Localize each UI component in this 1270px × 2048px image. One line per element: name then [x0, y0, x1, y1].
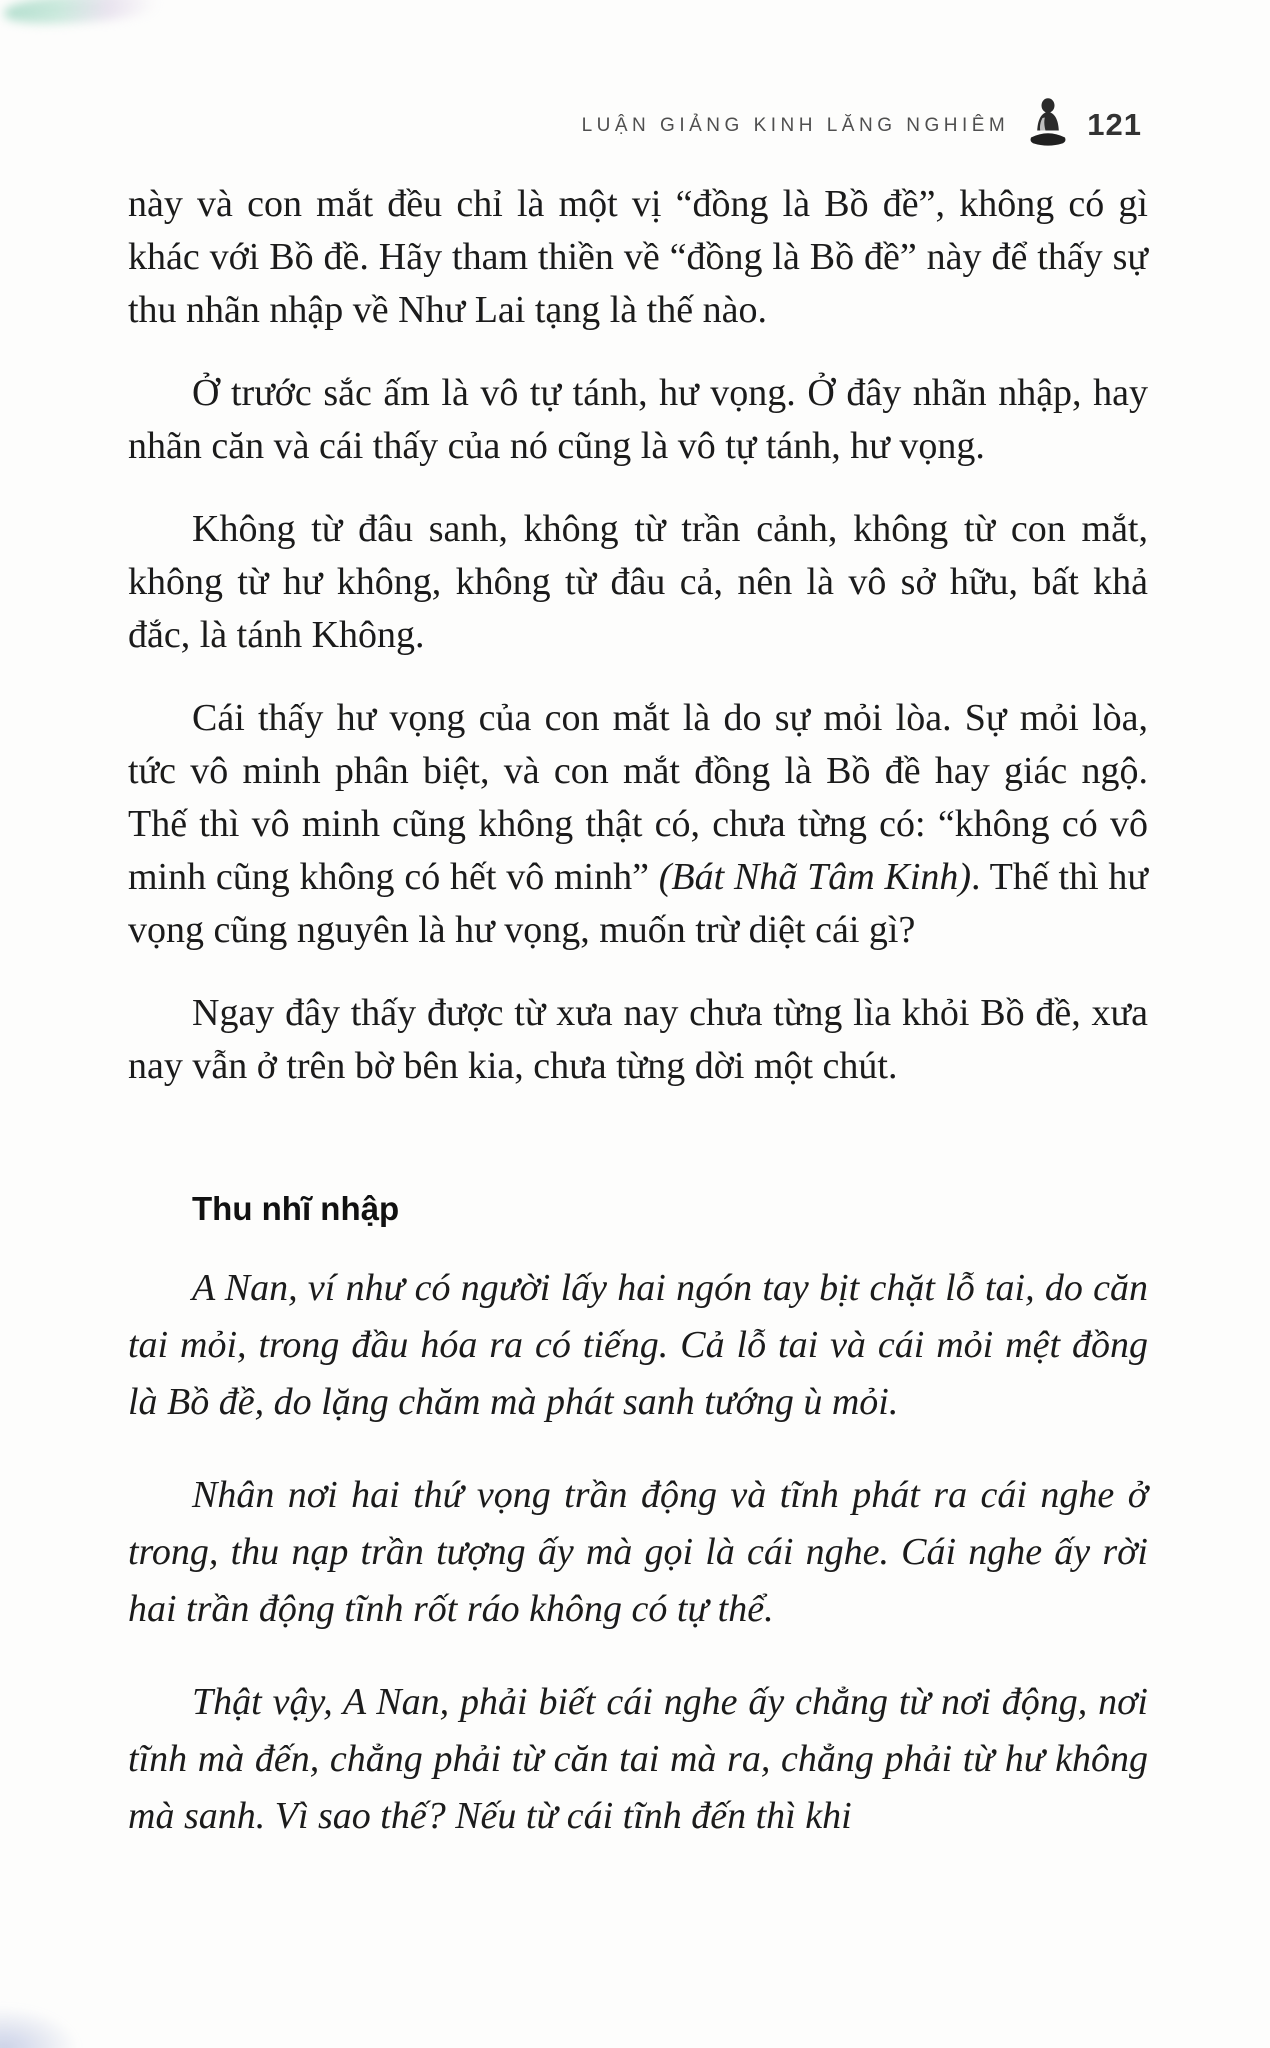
sutra-quote-2: Nhân nơi hai thứ vọng trần động và tĩnh phát ra cái nghe ở trong, thu nạp trần tượng ấy mà gọi là cái nghe. Cái nghe ấy rời hai trần động tĩnh rốt ráo không có tự thể.	[128, 1474, 1148, 1630]
paragraph-3: Không từ đâu sanh, không từ trần cảnh, không từ con mắt, không từ hư không, không từ đâu cả, nên là vô sở hữu, bất khả đắc, là tánh Không.	[128, 508, 1148, 656]
page-number: 121	[1087, 107, 1142, 142]
paragraph-4-text: Cái thấy hư vọng của con mắt là do sự mỏi lòa. Sự mỏi lòa, tức vô minh phân biệt, và con mắt đồng là Bồ đề hay giác ngộ. Thế thì vô minh cũng không thật có, chưa từng có: “không có vô minh cũng không có hết vô minh”	[128, 697, 1148, 898]
book-title: LUẬN GIẢNG KINH LĂNG NGHIÊM	[581, 115, 1010, 136]
paragraph-1: này và con mắt đều chỉ là một vị “đồng là Bồ đề”, không có gì khác với Bồ đề. Hãy tham thiền về “đồng là Bồ đề” này để thấy sự thu nhãn nhập về Như Lai tạng là thế nào.	[128, 183, 1148, 331]
section-heading: Thu nhĩ nhập	[192, 1190, 400, 1227]
scan-artifact-bottom-left	[0, 2006, 80, 2048]
running-header	[582, 96, 1142, 148]
paragraph-4-book-reference: (Bát Nhã Tâm Kinh)	[648, 856, 972, 898]
page-content	[128, 178, 1148, 1881]
paragraph-4-text-after: . Thế thì hư vọng cũng nguyên là hư vọng, muốn trừ diệt cái gì?	[128, 856, 1149, 951]
paragraph-5: Ngay đây thấy được từ xưa nay chưa từng lìa khỏi Bồ đề, xưa nay vẫn ở trên bờ bên kia, chưa từng dời một chút.	[128, 992, 1148, 1087]
paragraph-2: Ở trước sắc ấm là vô tự tánh, hư vọng. Ở đây nhãn nhập, hay nhãn căn và cái thấy của nó cũng là vô tự tánh, hư vọng.	[128, 372, 1148, 467]
scan-artifact-top-left	[3, 0, 165, 28]
buddha-icon	[1025, 96, 1071, 148]
sutra-quote-1: A Nan, ví như có người lấy hai ngón tay bịt chặt lỗ tai, do căn tai mỏi, trong đầu hóa ra có tiếng. Cả lỗ tai và cái mỏi mệt đồng là Bồ đề, do lặng chăm mà phát sanh tướng ù mỏi.	[128, 1267, 1148, 1423]
sutra-quote-3: Thật vậy, A Nan, phải biết cái nghe ấy chẳng từ nơi động, nơi tĩnh mà đến, chẳng phải từ căn tai mà ra, chẳng phải từ hư không mà sanh. Vì sao thế? Nếu từ cái tĩnh đến thì khi	[128, 1681, 1148, 1837]
paragraph-4	[128, 692, 1148, 957]
